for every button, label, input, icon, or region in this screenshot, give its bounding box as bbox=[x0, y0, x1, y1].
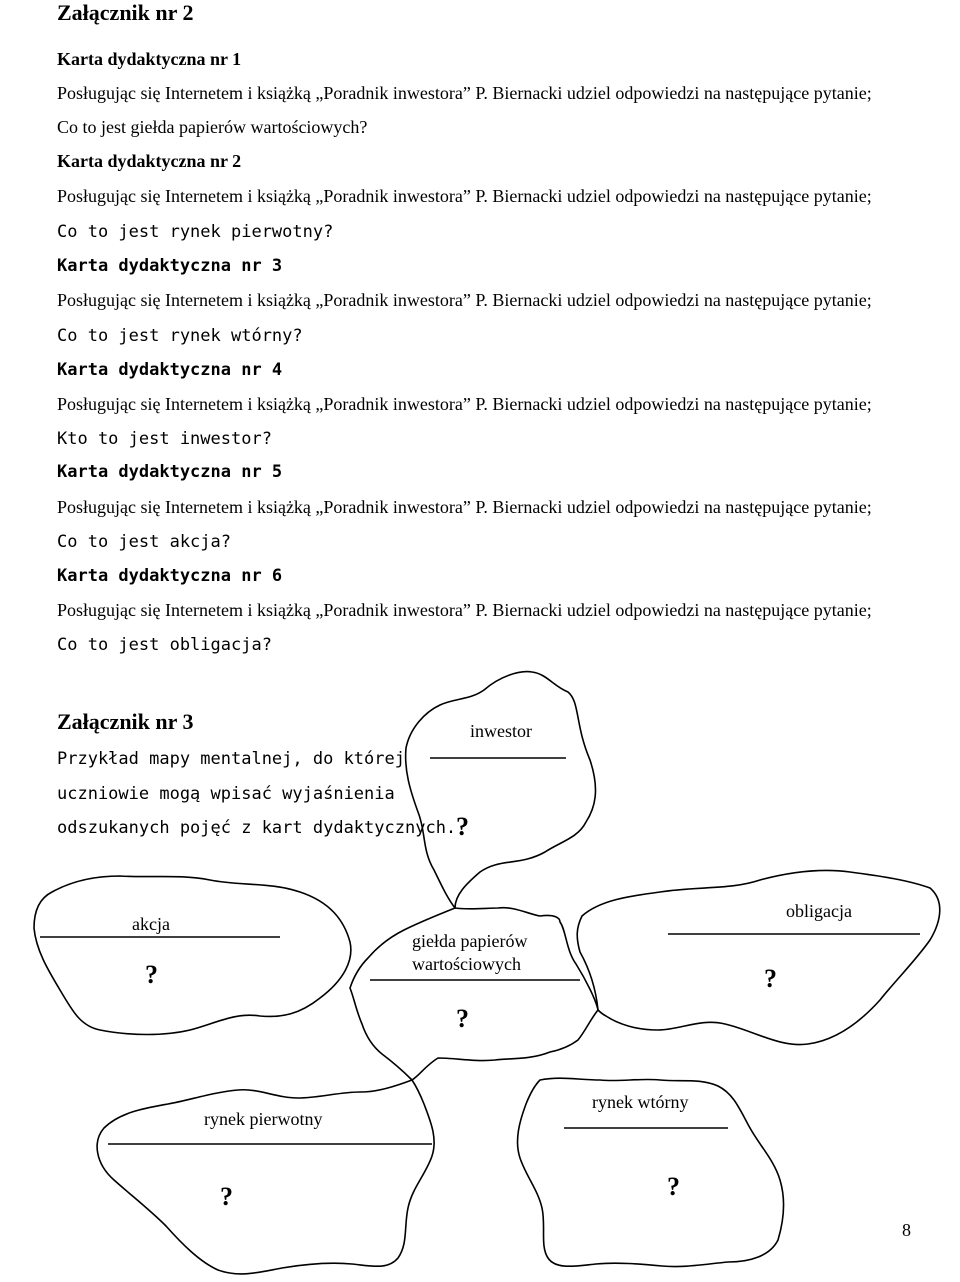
mindmap-left-blob bbox=[34, 876, 351, 1035]
card-4-question: Kto to jest inwestor? bbox=[57, 429, 272, 449]
appendix3-title: Załącznik nr 3 bbox=[57, 709, 194, 734]
mindmap-center-question-mark: ? bbox=[456, 1004, 469, 1033]
mindmap-bottom-right-question-mark: ? bbox=[667, 1172, 680, 1201]
card-1-instruction: Posługując się Internetem i książką „Poradnik inwestora” P. Biernacki udziel odpowiedzi na następujące pytanie; bbox=[57, 83, 872, 103]
card-5-instruction: Posługując się Internetem i książką „Poradnik inwestora” P. Biernacki udziel odpowiedzi na następujące pytanie; bbox=[57, 497, 872, 517]
appendix3-description-line-3: odszukanych pojęć z kart dydaktycznych. bbox=[57, 818, 457, 838]
mindmap-top-label: inwestor bbox=[470, 721, 532, 741]
mindmap-bottom-left-label: rynek pierwotny bbox=[204, 1109, 323, 1129]
card-3-question: Co to jest rynek wtórny? bbox=[57, 326, 303, 346]
page-number: 8 bbox=[902, 1220, 911, 1240]
mindmap-right-blob bbox=[577, 870, 940, 1044]
mindmap-bottom-left-question-mark: ? bbox=[220, 1182, 233, 1211]
mindmap-top-blob bbox=[406, 672, 596, 908]
card-6-instruction: Posługując się Internetem i książką „Poradnik inwestora” P. Biernacki udziel odpowiedzi na następujące pytanie; bbox=[57, 600, 872, 620]
card-5-question: Co to jest akcja? bbox=[57, 532, 231, 552]
card-3-instruction: Posługując się Internetem i książką „Poradnik inwestora” P. Biernacki udziel odpowiedzi na następujące pytanie; bbox=[57, 290, 872, 310]
appendix3-description-line-1: Przykład mapy mentalnej, do której bbox=[57, 749, 405, 769]
mindmap-bottom-right-label: rynek wtórny bbox=[592, 1092, 689, 1112]
card-6-title: Karta dydaktyczna nr 6 bbox=[57, 566, 283, 586]
mindmap-center-label-line-1: giełda papierów bbox=[412, 931, 528, 951]
card-5-title: Karta dydaktyczna nr 5 bbox=[57, 462, 283, 482]
mindmap-center-label-line-2: wartościowych bbox=[412, 954, 521, 974]
mindmap-top-question-mark: ? bbox=[456, 812, 469, 841]
mindmap-left-question-mark: ? bbox=[145, 960, 158, 989]
card-4-instruction: Posługując się Internetem i książką „Poradnik inwestora” P. Biernacki udziel odpowiedzi na następujące pytanie; bbox=[57, 394, 872, 414]
mindmap-right-question-mark: ? bbox=[764, 964, 777, 993]
mindmap-left-label: akcja bbox=[132, 914, 170, 934]
card-1-title: Karta dydaktyczna nr 1 bbox=[57, 49, 242, 69]
appendix3-description-line-2: uczniowie mogą wpisać wyjaśnienia bbox=[57, 784, 395, 804]
card-2-title: Karta dydaktyczna nr 2 bbox=[57, 151, 242, 171]
card-2-question: Co to jest rynek pierwotny? bbox=[57, 222, 334, 242]
card-6-question: Co to jest obligacja? bbox=[57, 635, 272, 655]
card-3-title: Karta dydaktyczna nr 3 bbox=[57, 256, 283, 276]
card-1-question: Co to jest giełda papierów wartościowych? bbox=[57, 117, 368, 137]
appendix2-title: Załącznik nr 2 bbox=[57, 0, 194, 25]
card-4-title: Karta dydaktyczna nr 4 bbox=[57, 360, 283, 380]
card-2-instruction: Posługując się Internetem i książką „Poradnik inwestora” P. Biernacki udziel odpowiedzi na następujące pytanie; bbox=[57, 186, 872, 206]
mindmap-right-label: obligacja bbox=[786, 901, 852, 921]
